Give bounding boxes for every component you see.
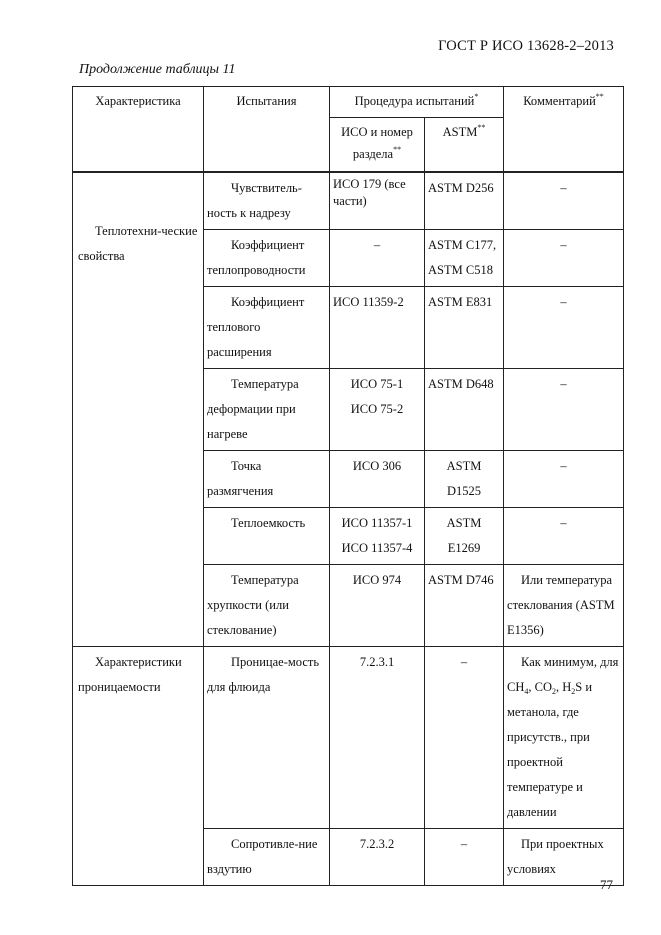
header-astm: ASTM**: [425, 118, 504, 173]
test-cell: Точка размягчения: [204, 451, 330, 508]
iso-cell: ИСО 179 (все части): [330, 172, 425, 230]
astm-cell: ASTM E831: [425, 287, 504, 369]
document-code: ГОСТ Р ИСО 13628-2–2013: [438, 38, 614, 54]
footnote-mark: **: [393, 145, 402, 154]
comment-cell: –: [504, 287, 624, 369]
page-number: 77: [600, 877, 613, 892]
astm-cell: ASTM D746: [425, 565, 504, 647]
comment-cell: –: [504, 369, 624, 451]
iso-cell: –: [330, 230, 425, 287]
astm-cell: –: [425, 829, 504, 886]
astm-cell: ASTM C177, ASTM C518: [425, 230, 504, 287]
footnote-mark: *: [474, 92, 479, 101]
iso-cell: ИСО 75-1 ИСО 75-2: [330, 369, 425, 451]
comment-cell: –: [504, 451, 624, 508]
table-caption: Продолжение таблицы 11: [79, 62, 236, 77]
astm-cell: ASTM E1269: [425, 508, 504, 565]
comment-cell: –: [504, 172, 624, 230]
astm-cell: ASTM D1525: [425, 451, 504, 508]
comment-cell: –: [504, 508, 624, 565]
test-cell: Температура хрупкости (или стеклование): [204, 565, 330, 647]
astm-cell: ASTM D648: [425, 369, 504, 451]
table-header-row: [73, 87, 624, 118]
group-cell-thermal: Теплотехни-ческие свойства: [73, 172, 204, 647]
iso-cell: ИСО 974: [330, 565, 425, 647]
iso-cell: ИСО 306: [330, 451, 425, 508]
astm-cell: –: [425, 647, 504, 829]
header-procedure: Процедура испытаний*: [330, 87, 504, 118]
comment-cell: При проектных условиях: [504, 829, 624, 886]
iso-cell: ИСО 11357-1 ИСО 11357-4: [330, 508, 425, 565]
header-test: Испытания: [204, 87, 330, 173]
test-cell: Коэффициент теплового расширения: [204, 287, 330, 369]
footnote-mark: **: [595, 92, 604, 101]
iso-cell: 7.2.3.1: [330, 647, 425, 829]
header-iso: ИСО и номер раздела**: [330, 118, 425, 173]
comment-cell: Или температура стеклования (ASTM E1356): [504, 565, 624, 647]
iso-cell: ИСО 11359-2: [330, 287, 425, 369]
iso-cell: 7.2.3.2: [330, 829, 425, 886]
comment-cell: –: [504, 230, 624, 287]
comment-cell: Как минимум, для $CH_4$, $CO_2$, $H_2S$ и метанола, где присутств., при проектной температуре и давлении: [504, 647, 624, 829]
test-cell: Теплоемкость: [204, 508, 330, 565]
astm-cell: ASTM D256: [425, 172, 504, 230]
test-cell: Сопротивле-ние вздутию: [204, 829, 330, 886]
header-comment: Комментарий**: [504, 87, 624, 173]
specification-table: [72, 86, 624, 886]
footnote-mark: **: [477, 123, 486, 132]
test-cell: Температура деформации при нагреве: [204, 369, 330, 451]
table-row: [73, 647, 624, 829]
test-cell: Коэффициент теплопроводности: [204, 230, 330, 287]
header-characteristic: Характеристика: [73, 87, 204, 173]
test-cell: Проницае-мость для флюида: [204, 647, 330, 829]
test-cell: Чувствитель-ность к надрезу: [204, 172, 330, 230]
group-cell-permeability: Характеристики проницаемости: [73, 647, 204, 886]
table-row: [73, 172, 624, 230]
